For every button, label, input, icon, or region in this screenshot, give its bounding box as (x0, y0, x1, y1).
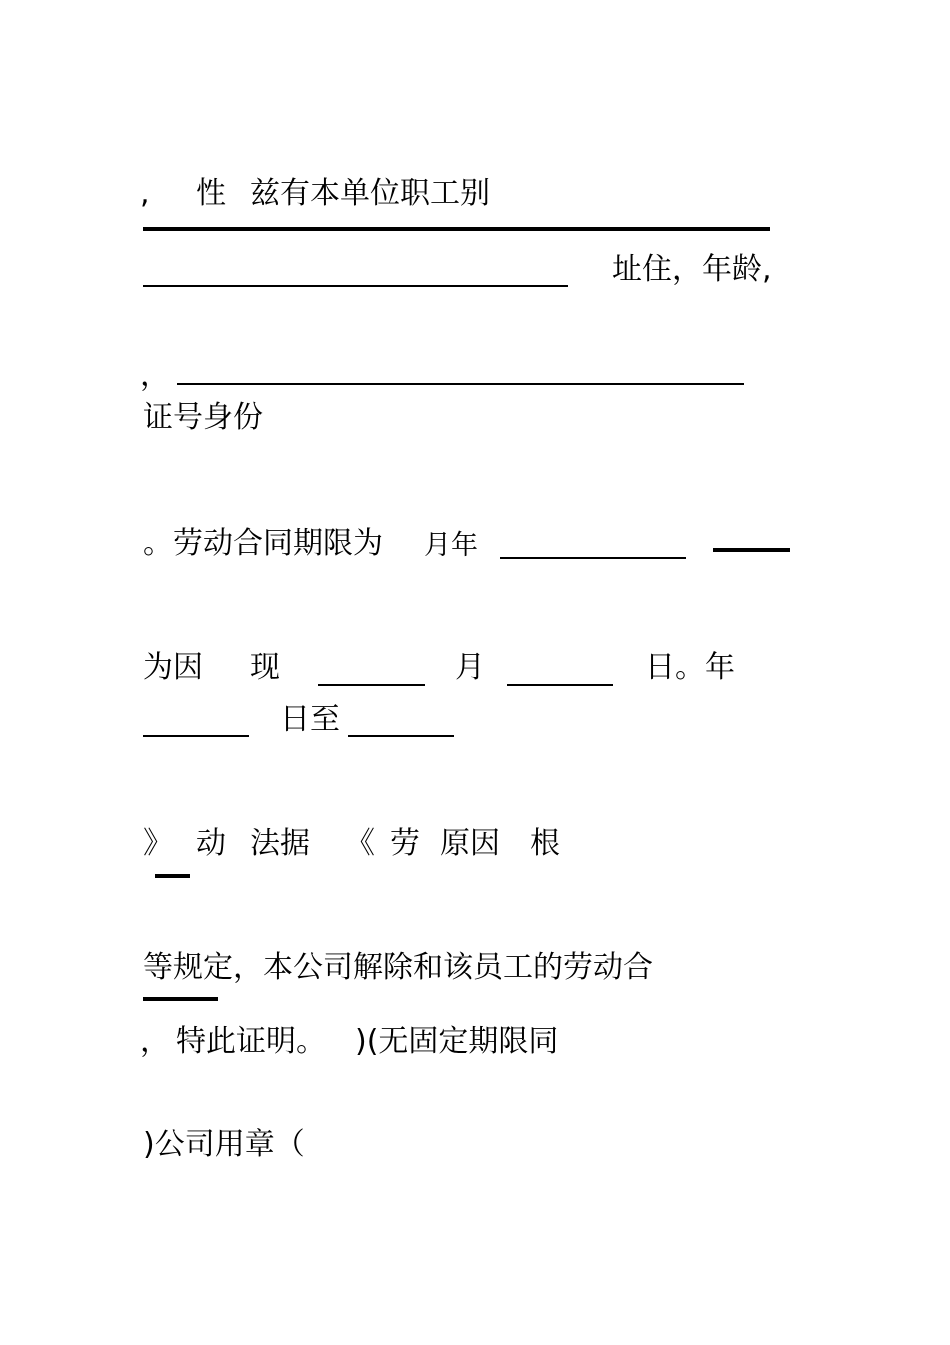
start-day-blank (143, 735, 249, 737)
term-blank-line (500, 557, 686, 559)
line9-indefinite: )(无固定期限同 (355, 1024, 559, 1059)
term-short-line (713, 548, 790, 552)
line7-short-line (155, 874, 190, 878)
line7-close-quote: 》 (143, 826, 173, 861)
line7-yuan-yin: 原因 (440, 826, 500, 861)
line3-id-label: 证号身份 (143, 400, 263, 435)
line7-dong: 动 (196, 826, 226, 861)
line6-day-to: 日至 (280, 702, 340, 737)
line8-text: 等规定，本公司解除和该员工的劳动合 (143, 950, 653, 985)
line4-contract-term: 。劳动合同期限为 (143, 526, 383, 561)
line5-now: 现 (250, 650, 280, 685)
line9-comma: ， (140, 1024, 170, 1059)
start-month-blank (507, 684, 613, 686)
line7-fa-ju: 法据 (250, 826, 310, 861)
line7-lao: 劳 (390, 826, 420, 861)
end-date-blank (348, 735, 454, 737)
line2-address-age: 址住，年龄, (612, 252, 772, 287)
start-year-blank (318, 684, 425, 686)
line1-gender-label: 性 (196, 176, 226, 211)
id-blank-line (177, 383, 744, 385)
line10-seal: )公司用章（ (143, 1127, 305, 1162)
line7-open-quote: 《 (345, 826, 375, 861)
line1-underline (143, 227, 770, 231)
line5-because: 为因 (143, 650, 203, 685)
line5-day-year: 日。年 (645, 650, 735, 685)
line9-certify: 特此证明。 (176, 1024, 326, 1059)
line3-comma: ， (140, 358, 170, 393)
line1-intro-text: 兹有本单位职工别 (250, 176, 490, 211)
line5-month: 月 (455, 650, 485, 685)
name-blank-line (143, 285, 568, 287)
line7-gen: 根 (530, 826, 560, 861)
line8-short-line (143, 997, 218, 1001)
line4-month-year: 月年 (424, 530, 478, 561)
line1-comma: , (140, 176, 150, 211)
